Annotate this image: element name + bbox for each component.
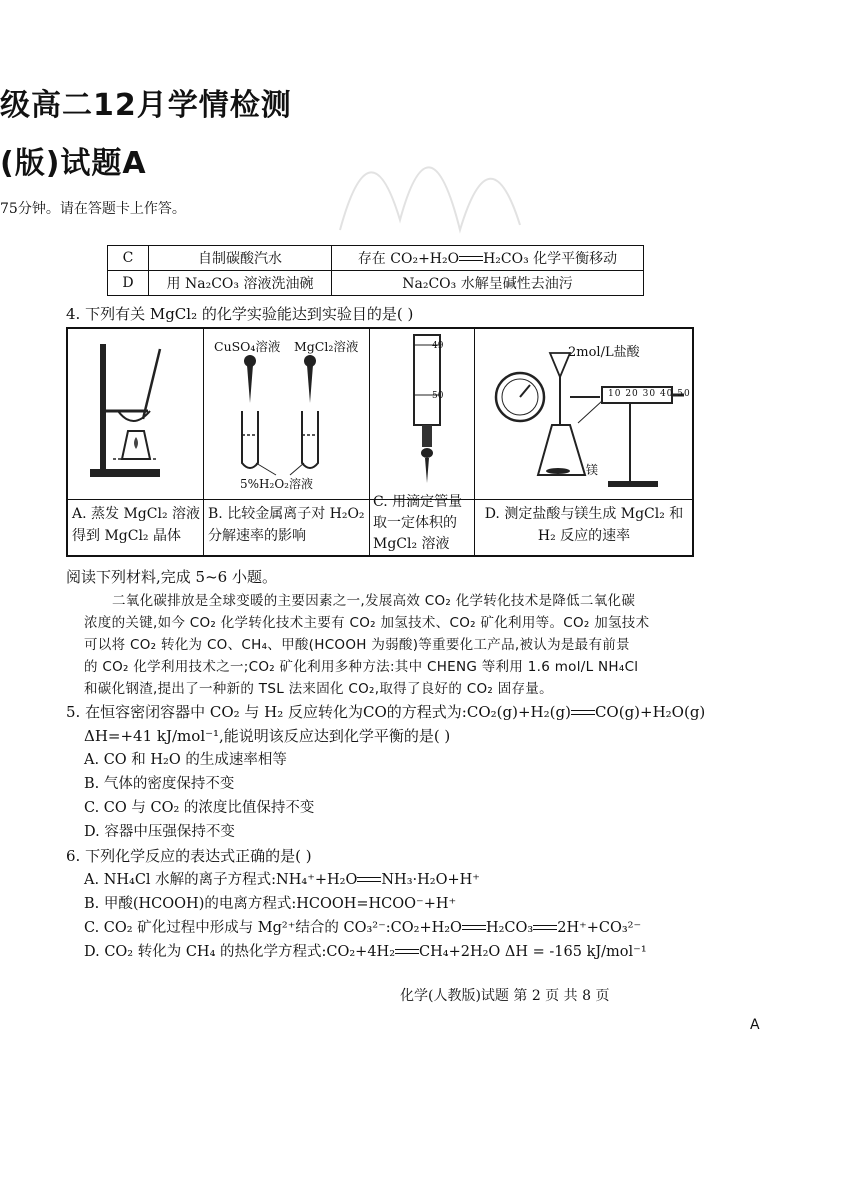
q6-c-text: 2H⁺+CO₃²⁻ [557,920,642,936]
table-row [108,271,644,296]
q6-option-c [84,916,641,940]
equilibrium-arrow-icon [459,254,483,264]
question-6-stem: 6. 下列化学反应的表达式正确的是( ) [66,847,312,865]
equilibrium-arrow-icon [357,875,381,885]
equilibrium-arrow-icon [395,947,419,957]
question-4-stem: 4. 下列有关 MgCl₂ 的化学实验能达到实验目的是( ) [66,305,414,323]
reading-line-1: 二氧化碳排放是全球变暖的主要因素之一,发展高效 CO₂ 化学转化技术是降低二氧化碳 [112,593,636,609]
mgcl2-label: MgCl₂溶液 [294,339,359,354]
rate-measurement-apparatus-icon [480,335,690,495]
burette-mark-49: 49 [432,341,444,351]
reading-line-2: 浓度的关键,如今 CO₂ 化学转化技术主要有 CO₂ 加氢技术、CO₂ 矿化利用等。CO₂ 加氢技术 [84,615,650,631]
q5-option-a: A. CO 和 H₂O 的生成速率相等 [84,752,287,768]
page-footer: 化学(人教版)试题 第 2 页 共 8 页 [400,988,610,1004]
table-row [108,246,644,271]
q5-stem-text: 5. 在恒容密闭容器中 CO₂ 与 H₂ 反应转化为CO的方程式为:CO₂(g)+H₂(g) [66,703,571,721]
q6-c-text: H₂CO₃ [485,920,534,936]
q5-option-c: C. CO 与 CO₂ 的浓度比值保持不变 [84,800,315,816]
corner-label: A [750,1017,760,1033]
option-b: B. 比较金属离子对 H₂O₂ 分解速率的影响 [208,506,365,544]
equilibrium-arrow-icon [533,923,557,933]
reading-intro: 阅读下列材料,完成 5~6 小题。 [66,568,277,586]
question-5-stem-2: ΔH=+41 kJ/mol⁻¹,能说明该反应达到化学平衡的是( ) [84,727,451,745]
reading-line-3: 可以将 CO₂ 转化为 CO、CH₄、甲酸(HCOOH 为弱酸)等重要化工产品,被认为是最有前景 [84,637,630,653]
q6-option-b: B. 甲酸(HCOOH)的电离方程式:HCOOH=HCOO⁻+H⁺ [84,896,457,912]
equilibrium-arrow-icon [462,923,486,933]
q6-c-text: C. CO₂ 矿化过程中形成与 Mg²⁺结合的 CO₃²⁻:CO₂+H₂O [84,920,462,936]
question-5-stem [66,700,705,724]
previous-question-table [107,245,644,296]
q5-stem-text: CO(g)+H₂O(g) [594,703,706,721]
row-letter: C [108,246,149,271]
option-a: A. 蒸发 MgCl₂ 溶液得到 MgCl₂ 晶体 [72,506,201,544]
cuso4-label: CuSO₄溶液 [214,339,281,354]
q6-d-text: D. CO₂ 转化为 CH₄ 的热化学方程式:CO₂+4H₂ [84,944,396,960]
row-operation: 用 Na₂CO₃ 溶液洗油碗 [149,271,332,296]
q4-experiments-panel [66,327,694,557]
row-principle [332,246,644,271]
hcl-label: 2mol/L盐酸 [568,345,640,360]
option-c: C. 用滴定管量取一定体积的 MgCl₂ 溶液 [373,494,463,552]
q6-option-d [84,940,647,964]
burette-icon [404,333,454,493]
page-subtitle: (版)试题A [0,146,147,181]
equilibrium-arrow-icon [571,708,595,718]
reading-line-4: 的 CO₂ 化学利用技术之一;CO₂ 矿化利用多种方法:其中 CHENG 等利用 1.6 mol/L NH₄Cl [84,659,639,675]
test-tubes-apparatus-icon [228,355,348,480]
page-title: 级高二12月学情检测 [0,88,292,123]
burette-mark-50: 50 [432,391,444,401]
evaporation-apparatus-icon [88,339,188,489]
q5-option-b: B. 气体的密度保持不变 [84,776,235,792]
background-watermark [330,100,580,240]
row-operation: 自制碳酸汽水 [149,246,332,271]
q6-a-text: A. NH₄Cl 水解的离子方程式:NH₄⁺+H₂O [84,872,358,888]
principle-text: 存在 CO₂+H₂O [357,251,460,267]
syringe-scale: 10 20 30 40 50 [608,389,691,399]
mg-label: 镁 [586,463,599,477]
q6-a-text: NH₃·H₂O+H⁺ [381,872,480,888]
row-principle: Na₂CO₃ 水解呈碱性去油污 [332,271,644,296]
reading-line-5: 和碳化钢渣,提出了一种新的 TSL 法来固化 CO₂,取得了良好的 CO₂ 固存量。 [84,681,553,697]
q5-option-d: D. 容器中压强保持不变 [84,824,235,840]
q6-d-text: CH₄+2H₂O ΔH = -165 kJ/mol⁻¹ [419,944,647,960]
exam-note: 75分钟。请在答题卡上作答。 [0,201,186,217]
row-letter: D [108,271,149,296]
h2o2-label: 5%H₂O₂溶液 [240,477,313,491]
option-d: D. 测定盐酸与镁生成 MgCl₂ 和 H₂ 反应的速率 [484,506,684,544]
q6-option-a [84,868,480,892]
principle-text: H₂CO₃ 化学平衡移动 [483,251,618,267]
